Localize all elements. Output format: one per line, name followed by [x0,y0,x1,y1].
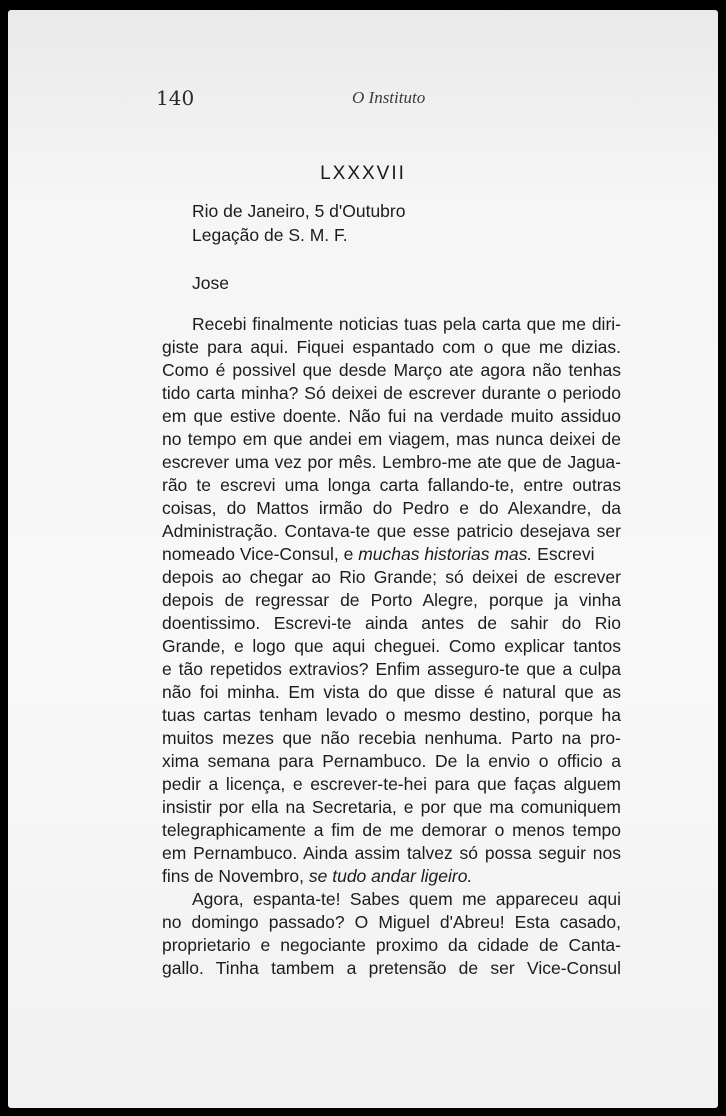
body-line: Como é possivel que desde Março ate agora não tenhas [162,360,621,380]
place-date: Rio de Janeiro, 5 d'Outubro [192,201,406,221]
body-line: Administração. Contava-te que esse patricio desejava ser [162,521,621,541]
running-title: O Instituto [352,88,426,107]
body-line-italic-phrase [162,865,621,887]
text-run: fins de Novembro, [162,866,309,886]
italic-phrase: se tudo andar ligeiro. [308,866,473,886]
body-line: coisas, do Mattos irmão do Pedro e do Alexandre, da [162,498,621,518]
body-line: xima semana para Pernambuco. De la envio o officio a [162,751,621,771]
body-line: insistir por ella na Secretaria, e por que ma comuniquem [162,797,621,817]
body-line: giste para aqui. Fiquei espantado com o que me dizias. [162,337,621,357]
body-line: muitos mezes que não recebia nenhuma. Parto na pro- [162,728,621,748]
text-run: nomeado Vice-Consul, e [162,544,359,564]
book-page [8,10,718,1108]
body-line: no tempo em que andei em viagem, mas nunca deixei de [162,429,621,449]
body-line: doentissimo. Escrevi-te ainda antes de sahir do Rio [162,613,621,633]
body-line: no domingo passado? O Miguel d'Abreu! Esta casado, [162,912,621,932]
body-line: depois ao chegar ao Rio Grande; só deixei de escrever [162,567,621,587]
body-line: escrever uma vez por mês. Lembro-me ate que de Jagua- [162,452,621,472]
body-line: proprietario e negociante proximo da cidade de Canta- [162,935,621,955]
body-line: pedir a licença, e escrever-te-hei para que faças alguem [162,774,621,794]
body-line: e tão repetidos extravios? Enfim asseguro-te que a culpa [162,659,621,679]
body-line: tido carta minha? Só deixei de escrever durante o periodo [162,383,621,403]
letter-heading: LXXXVII [320,163,406,184]
body-line-italic-phrase [162,543,621,565]
body-line: Agora, espanta-te! Sabes quem me appareceu aqui [192,889,621,909]
page-number: 140 [156,86,195,110]
body-line: em que estive doente. Não fui na verdade muito assiduo [162,406,621,426]
salutation: Jose [192,273,229,293]
body-line: não foi minha. Em vista do que disse é natural que as [162,682,621,702]
body-line: em Pernambuco. Ainda assim talvez só possa seguir nos [162,843,621,863]
italic-phrase: muchas historias mas. [358,544,533,564]
body-line: Grande, e logo que aqui cheguei. Como explicar tantos [162,636,621,656]
body-line: tuas cartas tenham levado o mesmo destino, porque ha [162,705,621,725]
body-line: gallo. Tinha tambem a pretensão de ser Vice-Consul [162,958,621,978]
body-line: telegraphicamente a fim de me demorar o menos tempo [162,820,621,840]
body-line: Recebi finalmente noticias tuas pela carta que me diri- [192,314,621,334]
sender-office: Legação de S. M. F. [192,225,348,245]
body-line: rão te escrevi uma longa carta fallando-te, entre outras [162,475,621,495]
body-line: depois de regressar de Porto Alegre, porque ja vinha [162,590,621,610]
text-run: Escrevi [532,544,595,564]
